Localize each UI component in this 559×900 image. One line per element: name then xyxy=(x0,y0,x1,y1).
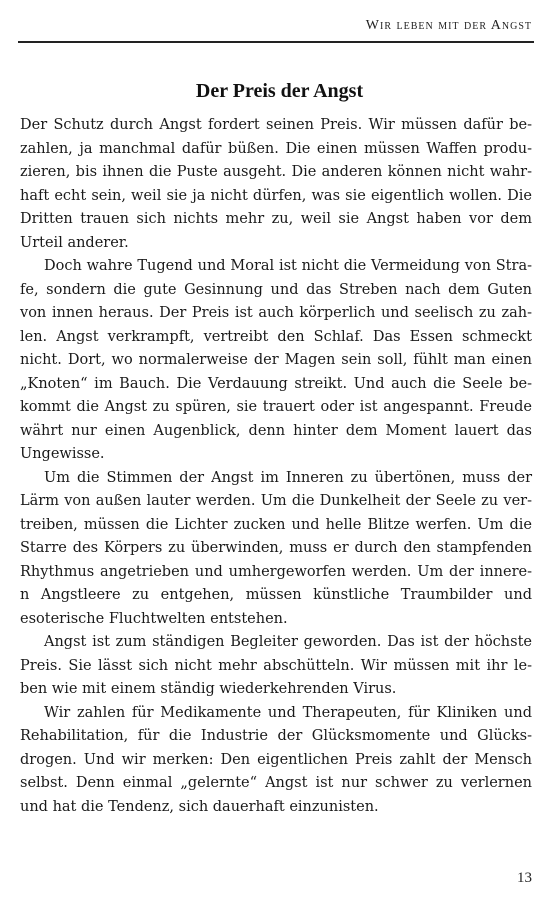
section-title: Der Preis der Angst xyxy=(195,80,364,102)
text-line: n Angstleere zu entgehen, müssen künstliche Traumbilder und xyxy=(20,587,532,603)
text-line: Ungewisse. xyxy=(20,446,105,462)
text-line: Urteil anderer. xyxy=(20,234,129,251)
body-text xyxy=(20,114,532,819)
text-line: Preis. Sie lässt sich nicht mehr abschütteln. Wir müssen mit ihr le - xyxy=(20,655,532,679)
text-line: selbst. Denn einmal „gelernte“ Angst ist nur schwer zu verlernen xyxy=(20,775,532,791)
text-line: esoterische Fluchtwelten entstehen. xyxy=(20,610,288,627)
text-line: währt nur einen Augenblick, denn hinter dem Moment lauert das xyxy=(20,422,532,439)
text-line: Doch wahre Tugend und Moral ist nicht die Vermeidung von Stra - xyxy=(20,255,532,279)
text-line: drogen. Und wir merken: Den eigentlichen Preis zahlt der Mensch xyxy=(20,751,532,768)
text-line: fe, sondern die gute Gesinnung und das Streben nach dem Guten xyxy=(20,281,532,298)
text-line: treiben, müssen die Lichter zucken und helle Blitze werfen. Um die xyxy=(20,516,532,533)
text-line: len. Angst verkrampft, vertreibt den Schlaf. Das Essen schmeckt xyxy=(20,328,532,345)
text-line: kommt die Angst zu spüren, sie trauert oder ist angespannt. Freude xyxy=(20,399,532,415)
text-line: Dritten trauen sich nichts mehr zu, weil sie Angst haben vor dem xyxy=(20,211,532,227)
text-line: Starre des Körpers zu überwinden, muss er durch den stampfenden xyxy=(20,540,532,556)
text-line: Rhythmus angetrieben und umhergeworfen werden. Um der innere - xyxy=(20,561,532,585)
text-line: Wir zahlen für Medikamente und Therapeuten, für Kliniken und xyxy=(44,704,532,721)
text-line: ben wie mit einem ständig wiederkehrenden Virus. xyxy=(20,681,397,697)
text-line: haft echt sein, weil sie ja nicht dürfen, was sie eigentlich wollen. Die xyxy=(20,187,532,204)
running-header: Wir leben mit der Angst xyxy=(365,18,532,33)
text-line: Lärm von außen lauter werden. Um die Dunkelheit der Seele zu ver - xyxy=(20,490,532,514)
text-line: von innen heraus. Der Preis ist auch körperlich und seelisch zu zah - xyxy=(20,302,532,326)
page-number: 13 xyxy=(517,870,532,886)
text-line: Angst ist zum ständigen Begleiter geworden. Das ist der höchste xyxy=(44,634,532,650)
header-rule xyxy=(18,41,534,43)
text-line: Rehabilitation, für die Industrie der Glücksmomente und Glücks - xyxy=(20,725,532,749)
text-line: Der Schutz durch Angst fordert seinen Preis. Wir müssen dafür be - xyxy=(20,114,532,138)
text-line: „Knoten“ im Bauch. Die Verdauung streikt. Und auch die Seele be - xyxy=(20,373,532,397)
text-line: zahlen, ja manchmal dafür büßen. Die einen müssen Waffen produ - xyxy=(20,138,532,162)
text-line: und hat die Tendenz, sich dauerhaft einzunisten. xyxy=(20,798,379,815)
text-line: Um die Stimmen der Angst im Inneren zu übertönen, muss der xyxy=(44,469,532,486)
text-line: zieren, bis ihnen die Puste ausgeht. Die anderen können nicht wahr - xyxy=(20,161,532,185)
text-line: nicht. Dort, wo normalerweise der Magen sein soll, fühlt man einen xyxy=(20,352,532,368)
